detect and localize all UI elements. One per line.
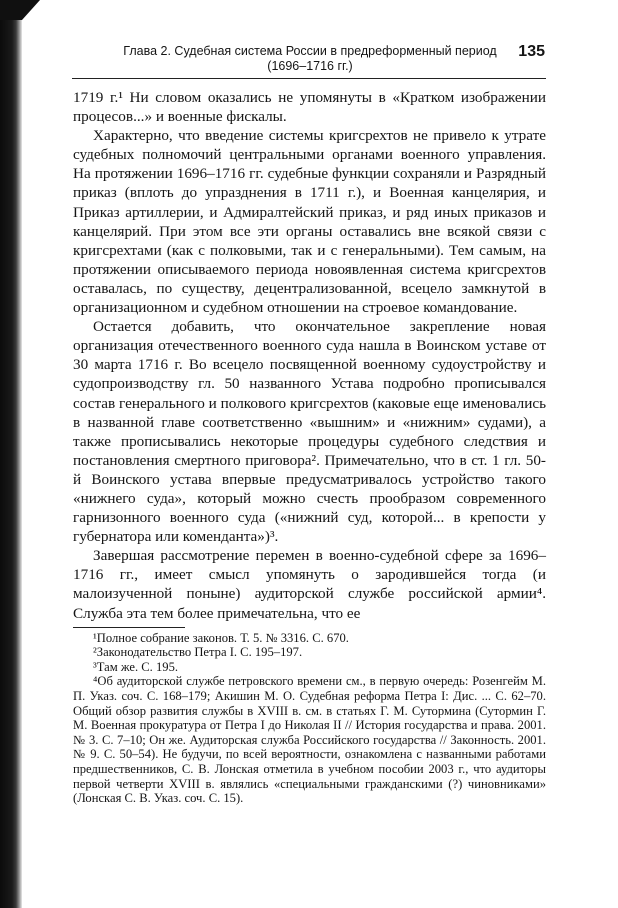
scan-corner-shadow: [0, 0, 40, 20]
page-number: 135: [518, 43, 545, 60]
footnote-1: ¹Полное собрание законов. Т. 5. № 3316. С. 670.: [93, 630, 349, 645]
page-body: [73, 88, 546, 806]
book-spine-shadow: [0, 0, 22, 908]
running-header: [120, 44, 545, 74]
paragraph-2: Характерно, что введение системы кригсрехтов не привело к утрате судебных полномочий центральными органами военного управления. На протяжении 1696–1716 гг. судебные функции сохраняли и Разрядный приказ (вплоть до упразднения в 1711 г.), и Военная канцелярия, и Приказ артиллерии, и Адмиралтейский приказ, и ряд иных приказов и канцелярий. При этом все эти органы оставались вне всякой связи с кригсрехтами (как с полковыми, так и с генеральными). Тем самым, на протяжении описываемого периода новоявленная система кригсрехтов оставалась, по существу, децентрализованной, всецело замкнутой в организационном и судебном отношении на строевое командование.: [73, 127, 546, 317]
header-rule: [72, 78, 546, 79]
footnote-4: ⁴Об аудиторской службе петровского времени см., в первую очередь: Розенгейм М. П. Указ. соч. С. 168–179; Акишин М. О. Судебная реформа Петра I: Дис. ... С. 62–70. Общий обзор развития службы в XVIII в. см. в статьях Г. М. Сутормина (Сутормин Г. М. Военная прокуратура от Петра I до Николая II // История государства и права. 2001. № 3. С. 7–10; Он же. Аудиторская служба Российского государства // Законность. 2001. № 9. С. 50–54). Не будучи, по всей вероятности, ознакомлена с названными работами предшественников, С. В. Лонская отметила в учебном пособии 2003 г., что аудиторы первой четверти XVIII в. являлись «специальными гражданскими (?) чиновниками» (Лонская С. В. Указ. соч. С. 15).: [73, 674, 546, 806]
footnote-separator: [73, 627, 185, 628]
footnote-3: ³Там же. С. 195.: [93, 659, 179, 674]
footnote-2: ²Законодательство Петра I. С. 195–197.: [93, 645, 303, 660]
paragraph-4: Завершая рассмотрение перемен в военно-судебной сфере за 1696–1716 гг., имеет смысл упомянуть о зародившейся тогда (и малоизученной поныне) аудиторской службе российской армии⁴. Служба эта тем более примечательна, что ее: [73, 547, 546, 622]
running-header-title: Глава 2. Судебная система России в предреформенный период (1696–1716 гг.): [123, 44, 497, 73]
paragraph-1: 1719 г.¹ Ни словом оказались не упомянуты в «Кратком изображении процесов...» и военные фискалы.: [73, 89, 546, 126]
paragraph-3: Остается добавить, что окончательное закрепление новая организация отечественного военного суда нашла в Воинском уставе от 30 марта 1716 г. Во всецело посвященной военному судоустройству и судопроизводству гл. 50 названного Устава подробно прописывался состав генерального и полкового кригсрехтов (каковые еще именовались в названной главе соответственно «вышним» и «нижним» судами), а также прописывались некоторые процедуры судебного следствия и постановления смертного приговора². Примечательно, что в ст. 1 гл. 50-й Воинского устава впервые предусматривалось устройство такого «нижнего суда», который можно счесть прообразом современного гарнизонного военного суда («нижний суд, которой... в крепости у губернатора или коменданта»)³.: [73, 318, 546, 546]
